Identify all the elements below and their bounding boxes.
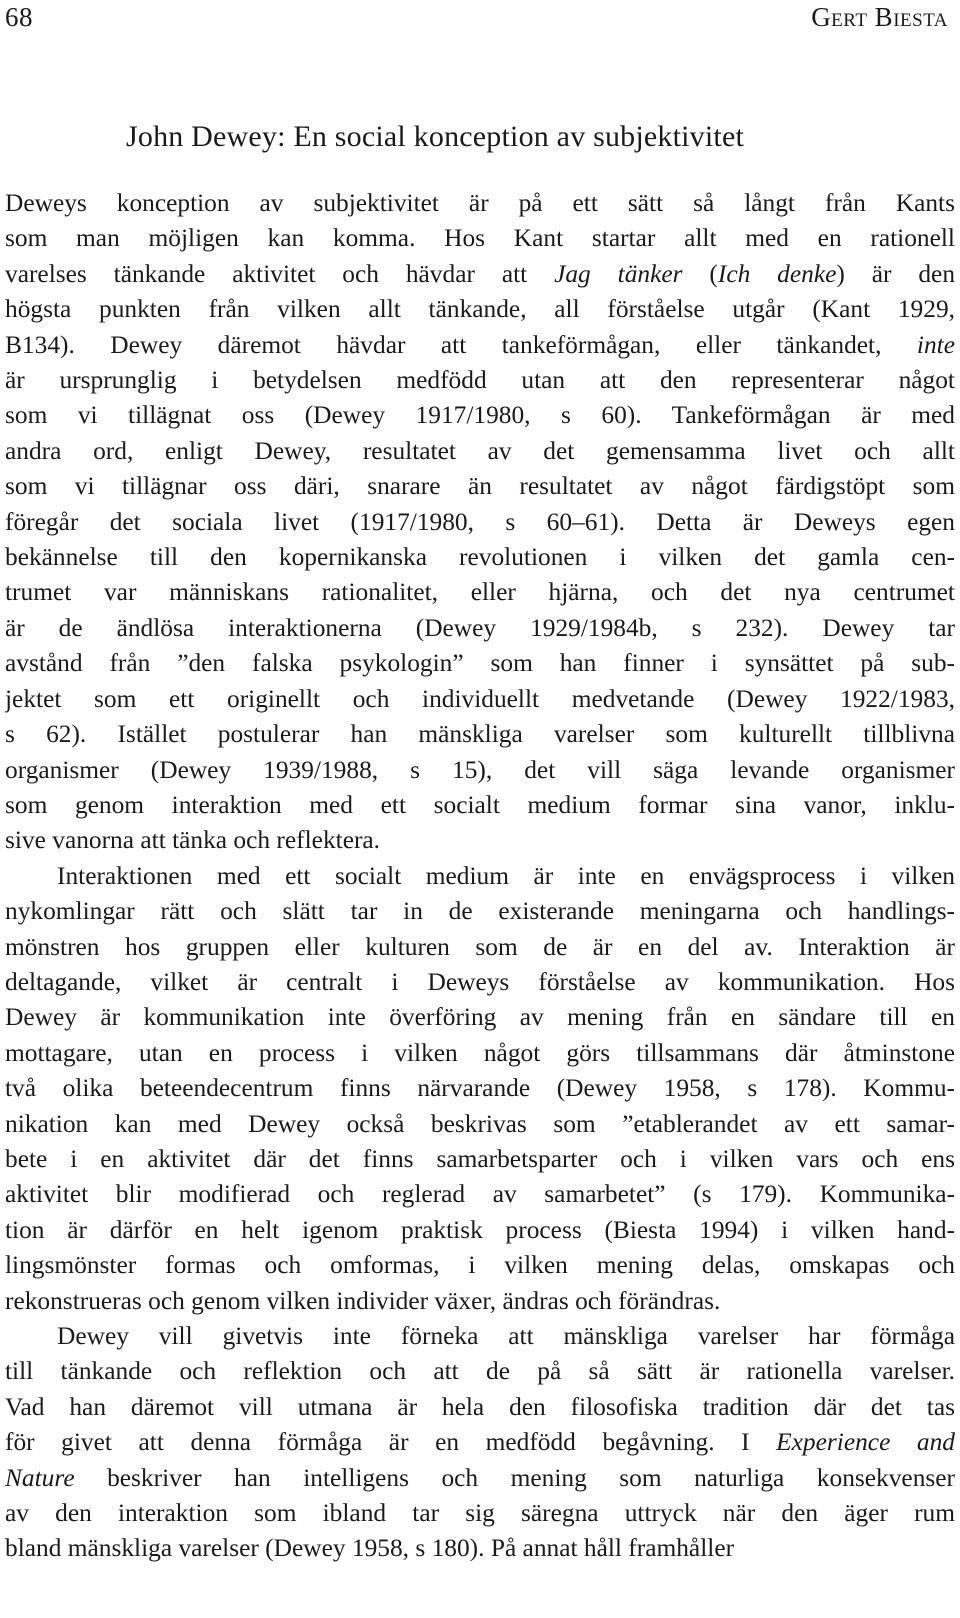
running-head [0,2,960,38]
text-line: bekännelse till den kopernikanska revolutionen i vilken det gamla cen- [5,543,955,572]
paragraph [5,186,955,859]
italic-text: Jag tänker [554,259,683,288]
text-line: sive vanorna att tänka och reflektera. [5,826,381,855]
paragraph [5,859,955,1319]
text-line: nikation kan med Dewey också beskrivas som ”etablerandet av ett samar- [5,1109,955,1138]
text-line: lingsmönster formas och omformas, i vilken mening delas, omskapas och [5,1251,955,1280]
text-line: av den interaktion som ibland tar sig säregna uttryck när den äger rum [5,1499,955,1528]
text-line: Deweys konception av subjektivitet är på ett sätt så långt från Kants [5,189,955,217]
text-line: jektet som ett originellt och individuellt medvetande (Dewey 1922/1983, [5,684,955,713]
italic-text: inte [916,330,955,359]
text-line: rekonstrueras och genom vilken individer växer, ändras och förändras. [5,1286,721,1315]
text-line: Nature beskriver han intelligens och mening som naturliga konsekvenser [5,1463,955,1492]
text-line: organismer (Dewey 1939/1988, s 15), det vill säga levande organismer [5,755,955,784]
text-line: avstånd från ”den falska psykologin” som han finner i synsättet på sub- [5,649,955,678]
text-line: Vad han däremot vill utmana är hela den filosofiska tradition där det tas [5,1392,955,1421]
text-line: andra ord, enligt Dewey, resultatet av det gemensamma livet och allt [5,436,955,465]
text-line: är de ändlösa interaktionerna (Dewey 1929/1984b, s 232). Dewey tar [5,613,955,642]
text-line: mottagare, utan en process i vilken något görs tillsammans där åtminstone [5,1038,955,1067]
italic-text: Ich denke [717,259,837,288]
body-text [5,186,955,1567]
text-line: aktivitet blir modifierad och reglerad av samarbetet” (s 179). Kommunika- [5,1180,955,1209]
text-line: nykomlingar rätt och slätt tar in de existerande meningarna och handlings- [5,897,955,926]
text-line: bete i en aktivitet där det finns samarbetsparter och i vilken vars och ens [5,1144,955,1173]
text-line: som genom interaktion med ett socialt medium formar sina vanor, inklu- [5,790,955,819]
text-line: Dewey vill givetvis inte förneka att mänskliga varelser har förmåga [57,1322,955,1350]
text-line: mönstren hos gruppen eller kulturen som de är en del av. Interaktion är [5,932,955,961]
text-line: till tänkande och reflektion och att de på så sätt är rationella varelser. [5,1357,955,1386]
running-head-author: Gert Biesta [811,2,948,32]
text-line: två olika beteendecentrum finns närvarande (Dewey 1958, s 178). Kommu- [5,1074,955,1103]
text-line: högsta punkten från vilken allt tänkande, all förståelse utgår (Kant 1929, [5,295,955,324]
text-line: tion är därför en helt igenom praktisk process (Biesta 1994) i vilken hand- [5,1215,955,1244]
text-line: deltagande, vilket är centralt i Deweys förståelse av kommunikation. Hos [5,967,955,996]
text-line: föregår det sociala livet (1917/1980, s 60–61). Detta är Deweys egen [5,507,955,536]
text-line: varelses tänkande aktivitet och hävdar att Jag tänker (Ich denke) är den [5,259,955,288]
text-line: s 62). Istället postulerar han mänskliga varelser som kulturellt tillblivna [5,720,955,749]
text-line: B134). Dewey däremot hävdar att tankeförmågan, eller tänkandet, inte [5,330,955,359]
italic-text: Nature [5,1463,75,1492]
text-line: för givet att denna förmåga är en medfödd begåvning. I Experience and [5,1428,955,1457]
section-title: John Dewey: En social konception av subjektivitet [126,120,745,153]
text-line: som vi tillägnar oss däri, snarare än resultatet av något färdigstöpt som [5,472,955,501]
text-line: Dewey är kommunikation inte överföring av mening från en sändare till en [5,1003,955,1032]
text-line: trumet var människans rationalitet, eller hjärna, och det nya centrumet [5,578,955,607]
text-line: som man möjligen kan komma. Hos Kant startar allt med en rationell [5,224,955,253]
text-line: som vi tillägnat oss (Dewey 1917/1980, s 60). Tankeförmågan är med [5,401,955,430]
text-line: Interaktionen med ett socialt medium är inte en envägsprocess i vilken [57,861,955,890]
text-line: bland mänskliga varelser (Dewey 1958, s 180). På annat håll framhåller [5,1534,735,1563]
paragraph [5,1319,955,1567]
text-line: är ursprunglig i betydelsen medfödd utan att den representerar något [5,366,955,395]
italic-text: Experience and [776,1428,955,1457]
page-number: 68 [5,2,33,32]
